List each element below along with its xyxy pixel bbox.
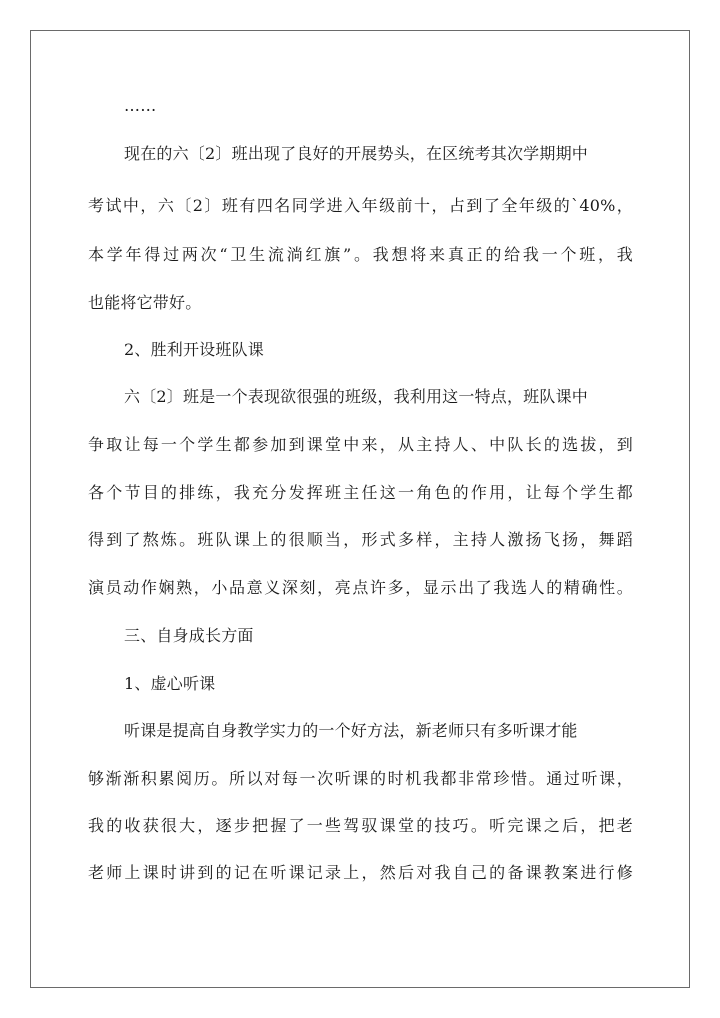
ellipsis-line: …… <box>124 96 157 115</box>
paragraph-line: 现在的六〔2〕班出现了良好的开展势头，在区统考其次学期期中 <box>124 144 588 163</box>
paragraph-line: 演员动作娴熟，小品意义深刻，亮点许多，显示出了我选人的精确性。 <box>88 578 633 597</box>
paragraph-line: 老师上课时讲到的记在听课记录上，然后对我自己的备课教案进行修 <box>88 863 633 882</box>
paragraph-line: 也能将它带好。 <box>88 293 202 312</box>
paragraph-line: 我的收获很大，逐步把握了一些驾驭课堂的技巧。听完课之后，把老 <box>88 816 633 835</box>
paragraph-line: 得到了熬炼。班队课上的很顺当，形式多样，主持人激扬飞扬，舞蹈 <box>88 530 633 549</box>
paragraph-line: 考试中，六〔2〕班有四名同学进入年级前十，占到了全年级的`40%， <box>88 196 633 215</box>
section-heading: 2、胜利开设班队课 <box>124 340 264 359</box>
paragraph-line: 六〔2〕班是一个表现欲很强的班级，我利用这一特点，班队课中 <box>124 387 588 406</box>
paragraph-line: 听课是提高自身教学实力的一个好方法，新老师只有多听课才能 <box>124 721 578 740</box>
section-heading: 三、自身成长方面 <box>124 626 254 645</box>
paragraph-line: 本学年得过两次“卫生流淌红旗”。我想将来真正的给我一个班，我 <box>88 245 633 264</box>
paragraph-line: 各个节目的排练，我充分发挥班主任这一角色的作用，让每个学生都 <box>88 483 633 502</box>
paragraph-line: 争取让每一个学生都参加到课堂中来，从主持人、中队长的选拔，到 <box>88 435 633 454</box>
paragraph-line: 够渐渐积累阅历。所以对每一次听课的时机我都非常珍惜。通过听课， <box>88 769 633 788</box>
page-border <box>30 30 690 988</box>
section-heading: 1、虚心听课 <box>124 674 216 693</box>
